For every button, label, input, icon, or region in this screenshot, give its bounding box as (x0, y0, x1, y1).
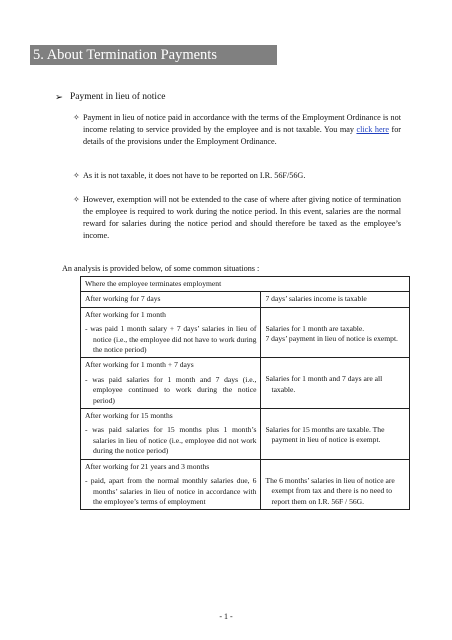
table-cell-treatment (261, 409, 410, 460)
list-item (73, 112, 402, 148)
situation-title: After working for 15 months (85, 411, 173, 421)
treatment-text: 7 days’ salaries income is taxable (265, 294, 367, 304)
table-cell-situation (81, 459, 261, 510)
treatment-text: Salaries for 1 month are taxable. (265, 323, 365, 333)
treatment-text: The 6 months’ salaries in lieu of notice are exempt from tax and there is no need to report them on I.R. 56F / 56G. (265, 475, 395, 506)
table-cell-situation (81, 292, 261, 307)
table-row (81, 459, 410, 510)
table-cell-treatment (261, 307, 410, 358)
table-row (81, 409, 410, 460)
table-header-row (81, 277, 410, 292)
situation-title: After working for 1 month (85, 309, 166, 319)
paragraph-text-part: Payment in lieu of notice paid in accordance with the terms of the Employment Ordinance is not income relating to service provided by the employee and is not taxable. You may (83, 113, 401, 134)
click-here-link[interactable]: click here (356, 125, 389, 134)
table-cell-treatment (261, 358, 410, 409)
section-title: 5. About Termination Payments (30, 45, 277, 65)
page-number: - 1 - (219, 612, 233, 621)
table-header: Where the employee terminates employment (81, 277, 410, 292)
table-row (81, 307, 410, 358)
list-item (73, 194, 401, 242)
treatment-text: Salaries for 15 months are taxable. The payment in lieu of notice is exempt. (265, 425, 385, 445)
situation-detail: - paid, apart from the normal monthly salaries due, 6 months’ salaries in lieu of notice in accordance with the employee’s terms of employment (85, 476, 257, 506)
analysis-table (80, 276, 410, 510)
table-cell-treatment (261, 292, 410, 307)
situation-title: After working for 21 years and 3 months (85, 461, 210, 471)
paragraph-text: As it is not taxable, it does not have to be reported on I.R. 56F/56G. (83, 171, 306, 180)
treatment-text: 7 days’ payment in lieu of notice is exempt. (265, 334, 398, 344)
situation-title: After working for 7 days (85, 294, 161, 304)
paragraph-text: However, exemption will not be extended to the case of where after giving notice of termination the employee is required to work during the notice period. In this event, salaries are the normal reward for salaries during the notice period and should therefore be taxed as the employee’s income. (83, 195, 401, 240)
diamond-bullet-icon: ✧ (73, 113, 80, 122)
paragraph-text-part: for details of the provisions under the Employment Ordinance. (83, 125, 402, 146)
treatment-text: Salaries for 1 month and 7 days are all taxable. (265, 374, 383, 394)
diamond-bullet-icon: ✧ (73, 195, 80, 204)
table-cell-situation (81, 358, 261, 409)
situation-detail: - was paid salaries for 15 months plus 1 month’s salaries in lieu of notice (i.e., employee did not work during the notice period) (85, 425, 257, 456)
table-cell-treatment (261, 459, 410, 510)
bullet-heading-label: Payment in lieu of notice (70, 92, 166, 102)
situation-title: After working for 1 month + 7 days (85, 360, 194, 370)
list-item (73, 170, 401, 182)
situation-detail: - was paid 1 month salary + 7 days’ salaries in lieu of notice (i.e., the employee did not have to work during the notice period) (85, 324, 257, 355)
intro-text: An analysis is provided below, of some common situations : (62, 264, 260, 273)
table-row (81, 358, 410, 409)
paragraph-text (83, 112, 401, 148)
arrow-bullet-icon: ➢ (55, 93, 63, 103)
table-cell-situation (81, 307, 261, 358)
diamond-bullet-icon: ✧ (73, 171, 80, 180)
situation-detail: - was paid salaries for 1 month and 7 days (i.e., employee continued to work during the notice period) (85, 374, 257, 405)
table-row (81, 292, 410, 307)
table-cell-situation (81, 409, 261, 460)
